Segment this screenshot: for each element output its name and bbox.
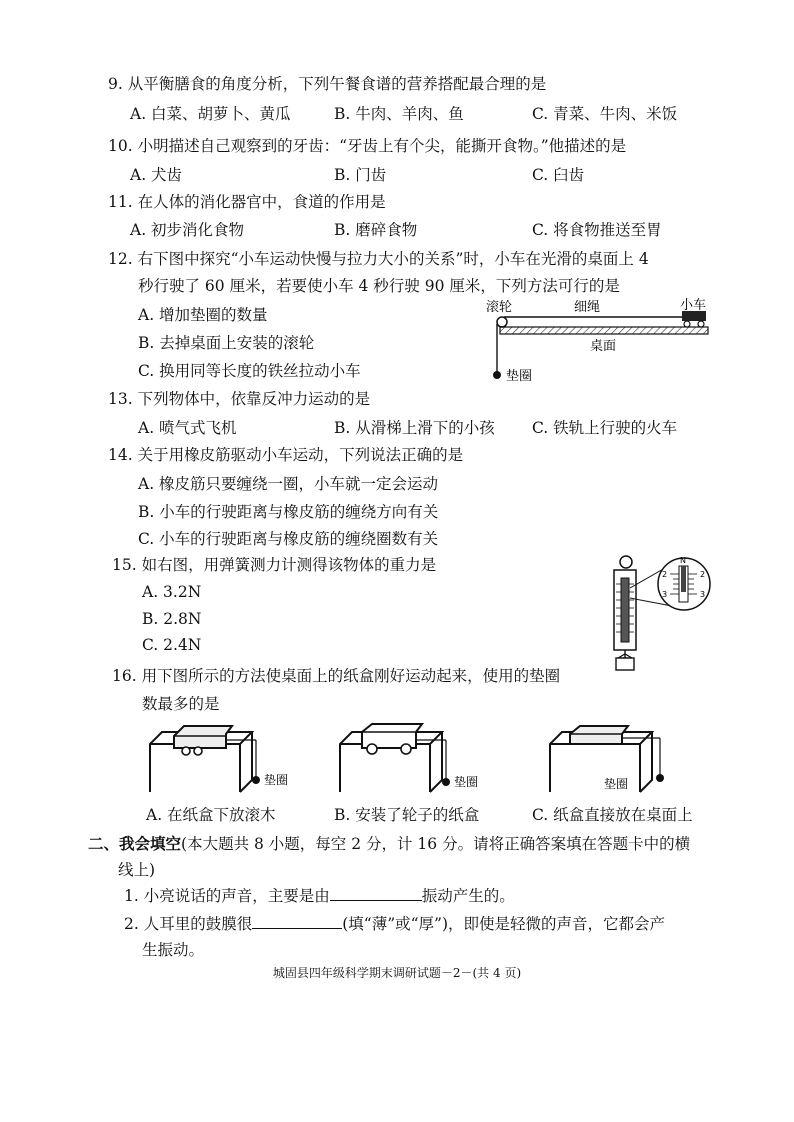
washer-label-b: 垫圈 bbox=[454, 775, 479, 789]
section2-title: 二、我会填空 bbox=[88, 834, 182, 853]
fill-question-2 bbox=[124, 912, 665, 934]
q14-option-c: C. 小车的行驶距离与橡皮筋的缠绕圈数有关 bbox=[138, 530, 439, 548]
q11-option-a: A. 初步消化食物 bbox=[130, 221, 245, 239]
scale-tick-2-right: 2 bbox=[700, 570, 706, 579]
q9-option-a: A. 白菜、胡萝卜、黄瓜 bbox=[130, 105, 291, 123]
washer-icon bbox=[656, 774, 664, 782]
desk-rect bbox=[500, 327, 708, 334]
q15-stem: 15. 如右图，用弹簧测力计测得该物体的重力是 bbox=[112, 556, 437, 574]
scale-tick-2-left: 2 bbox=[662, 570, 668, 579]
q14-option-a: A. 橡皮筋只要缠绕一圈，小车就一定会运动 bbox=[138, 475, 439, 493]
washer-icon bbox=[252, 776, 260, 784]
washer-icon bbox=[493, 371, 501, 379]
q10-option-c: C. 臼齿 bbox=[532, 166, 585, 184]
label-cart: 小车 bbox=[680, 298, 707, 313]
q16-stem-line2: 数最多的是 bbox=[142, 695, 220, 713]
fill2-post: (填“薄”或“厚”)，即使是轻微的声音，它都会产 bbox=[342, 915, 666, 933]
washer-icon bbox=[442, 778, 450, 786]
washer-label-c: 垫圈 bbox=[604, 777, 629, 791]
q12-stem-line2: 秒行驶了 60 厘米，若要使小车 4 秒行驶 90 厘米，下列方法可行的是 bbox=[138, 277, 620, 295]
scale-tick-3-left: 3 bbox=[662, 590, 668, 599]
q16-option-c: C. 纸盒直接放在桌面上 bbox=[532, 806, 693, 824]
label-desk: 桌面 bbox=[590, 339, 617, 354]
section2-desc-line2: 线上) bbox=[118, 861, 156, 879]
q15-option-b: B. 2.8N bbox=[142, 610, 202, 628]
q12-option-a: A. 增加垫圈的数量 bbox=[138, 306, 268, 324]
pulley-icon bbox=[497, 317, 507, 327]
section2-desc: (本大题共 8 小题，每空 2 分，计 16 分。请将正确答案填在答题卡中的横 bbox=[181, 835, 691, 853]
q16-figure-a bbox=[140, 718, 320, 800]
q11-option-b: B. 磨碎食物 bbox=[334, 221, 418, 239]
q14-option-b: B. 小车的行驶距离与橡皮筋的缠绕方向有关 bbox=[138, 503, 439, 521]
q15-option-c: C. 2.4N bbox=[142, 636, 202, 654]
fill1-pre: 1. 小亮说话的声音，主要是由 bbox=[124, 887, 330, 905]
q12-cart-diagram bbox=[486, 296, 716, 386]
fill2-blank[interactable] bbox=[252, 927, 342, 929]
section2-header bbox=[88, 832, 690, 854]
q12-option-b: B. 去掉桌面上安装的滚轮 bbox=[138, 334, 315, 352]
scale-unit: N bbox=[680, 556, 686, 565]
cart-icon bbox=[682, 311, 706, 327]
q13-option-b: B. 从滑梯上滑下的小孩 bbox=[334, 419, 495, 437]
q11-option-c: C. 将食物推送至胃 bbox=[532, 221, 662, 239]
q13-option-c: C. 铁轨上行驶的火车 bbox=[532, 419, 678, 437]
spring-scale-diagram bbox=[600, 550, 720, 675]
label-pulley: 滚轮 bbox=[486, 300, 513, 315]
scale-tick-3-right: 3 bbox=[700, 590, 706, 599]
q16-figure-c bbox=[540, 718, 720, 800]
q16-stem-line1: 16. 用下图所示的方法使桌面上的纸盒刚好运动起来，使用的垫圈 bbox=[112, 667, 561, 685]
q12-option-c: C. 换用同等长度的铁丝拉动小车 bbox=[138, 362, 361, 380]
fill1-post: 振动产生的。 bbox=[421, 887, 515, 905]
q16-option-a: A. 在纸盒下放滚木 bbox=[146, 806, 276, 824]
q13-option-a: A. 喷气式飞机 bbox=[138, 419, 237, 437]
fill-question-1 bbox=[124, 884, 515, 906]
q13-stem: 13. 下列物体中，依靠反冲力运动的是 bbox=[108, 390, 371, 408]
q9-option-b: B. 牛肉、羊肉、鱼 bbox=[334, 105, 464, 123]
label-washer: 垫圈 bbox=[506, 369, 533, 384]
q10-option-b: B. 门齿 bbox=[334, 166, 387, 184]
q10-stem: 10. 小明描述自己观察到的牙齿：“牙齿上有个尖，能撕开食物。”他描述的是 bbox=[108, 137, 627, 155]
fill2-line2: 生振动。 bbox=[142, 941, 205, 959]
q10-option-a: A. 犬齿 bbox=[130, 166, 183, 184]
q16-option-b: B. 安装了轮子的纸盒 bbox=[334, 806, 480, 824]
q9-stem: 9. 从平衡膳食的角度分析，下列午餐食谱的营养搭配最合理的是 bbox=[108, 75, 547, 93]
q12-stem-line1: 12. 右下图中探究“小车运动快慢与拉力大小的关系”时，小车在光滑的桌面上 4 bbox=[108, 250, 649, 268]
q14-stem: 14. 关于用橡皮筋驱动小车运动，下列说法正确的是 bbox=[108, 446, 464, 464]
fill1-blank[interactable] bbox=[330, 899, 422, 901]
q15-option-a: A. 3.2N bbox=[142, 583, 202, 601]
label-string: 细绳 bbox=[574, 300, 601, 315]
washer-label-a: 垫圈 bbox=[264, 773, 289, 787]
page-footer: 城固县四年级科学期末调研试题－2－(共 4 页) bbox=[272, 966, 522, 980]
fill2-pre: 2. 人耳里的鼓膜很 bbox=[124, 915, 253, 933]
q16-figure-b bbox=[330, 718, 510, 800]
weight-block bbox=[616, 658, 634, 670]
q11-stem: 11. 在人体的消化器官中，食道的作用是 bbox=[108, 193, 386, 211]
q9-option-c: C. 青菜、牛肉、米饭 bbox=[532, 105, 678, 123]
